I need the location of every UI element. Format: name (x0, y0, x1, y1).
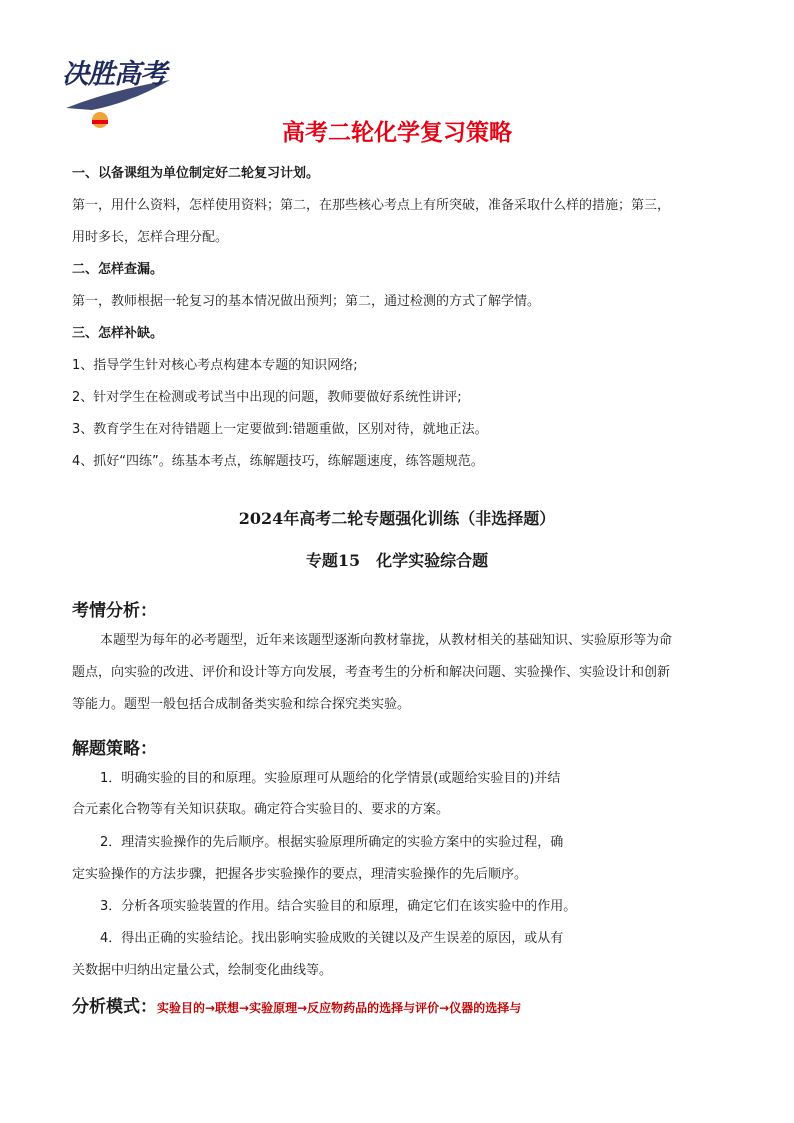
section-subtitle: 专题15 化学实验综合题 (305, 551, 489, 570)
solving-line-7: 关数据中归纳出定量公式，绘制变化曲线等。 (72, 963, 333, 978)
solving-line-6: 4．得出正确的实验结论。找出影响实验成败的关键以及产生误差的原因，或从有 (100, 931, 564, 946)
analysis-mode-text: 实验目的→联想→实验原理→反应物药品的选择与评价→仪器的选择与 (157, 1001, 522, 1015)
strategy-heading-2: 二、怎样查漏。 (72, 262, 164, 277)
strategy-item-2: 2、针对学生在检测或考试当中出现的问题，教师要做好系统性讲评; (72, 390, 462, 405)
section-title: 2024年高考二轮专题强化训练（非选择题） (238, 509, 556, 528)
page-title: 高考二轮化学复习策略 (282, 120, 512, 146)
strategy-para-1-line-2: 用时多长，怎样合理分配。 (72, 230, 229, 245)
logo-text: 决胜高考 (62, 59, 166, 90)
solving-line-3: 2．理清实验操作的先后顺序。根据实验原理所确定的实验方案中的实验过程，确 (100, 835, 564, 850)
analysis-line-2: 题点，向实验的改进、评价和设计等方向发展，考查考生的分析和解决问题、实验操作、实验设计和创新 (72, 665, 671, 680)
strategy-item-3: 3、教育学生在对待错题上一定要做到:错题重做，区别对待，就地正法。 (72, 422, 488, 437)
solving-line-5: 3．分析各项实验装置的作用。结合实验目的和原理，确定它们在该实验中的作用。 (100, 899, 577, 914)
solving-line-4: 定实验操作的方法步骤，把握各步实验操作的要点，理清实验操作的先后顺序。 (72, 867, 528, 882)
strategy-heading-1: 一、以备课组为单位制定好二轮复习计划。 (72, 166, 320, 181)
strategy-item-4: 4、抓好“四练”。练基本考点，练解题技巧，练解题速度，练答题规范。 (72, 454, 484, 469)
analysis-mode-label: 分析模式： (72, 997, 157, 1017)
solving-heading: 解题策略： (72, 739, 157, 759)
strategy-item-1: 1、指导学生针对核心考点构建本专题的知识网络; (72, 358, 358, 373)
analysis-heading: 考情分析： (72, 601, 157, 621)
strategy-heading-3: 三、怎样补缺。 (72, 326, 164, 341)
solving-line-1: 1．明确实验的目的和原理。实验原理可从题给的化学情景(或题给实验目的)并结 (100, 771, 561, 786)
solving-line-2: 合元素化合物等有关知识获取。确定符合实验目的、要求的方案。 (72, 802, 450, 817)
analysis-line-1: 本题型为每年的必考题型，近年来该题型逐渐向教材靠拢，从教材相关的基础知识、实验原形等为命 (100, 633, 673, 648)
strategy-para-2: 第一，教师根据一轮复习的基本情况做出预判；第二，通过检测的方式了解学情。 (72, 294, 541, 309)
analysis-line-3: 等能力。题型一般包括合成制备类实验和综合探究类实验。 (72, 697, 411, 712)
analysis-mode (72, 996, 521, 1020)
strategy-para-1-line-1: 第一，用什么资料，怎样使用资料；第二，在那些核心考点上有所突破，准备采取什么样的措施；第三， (72, 198, 671, 213)
